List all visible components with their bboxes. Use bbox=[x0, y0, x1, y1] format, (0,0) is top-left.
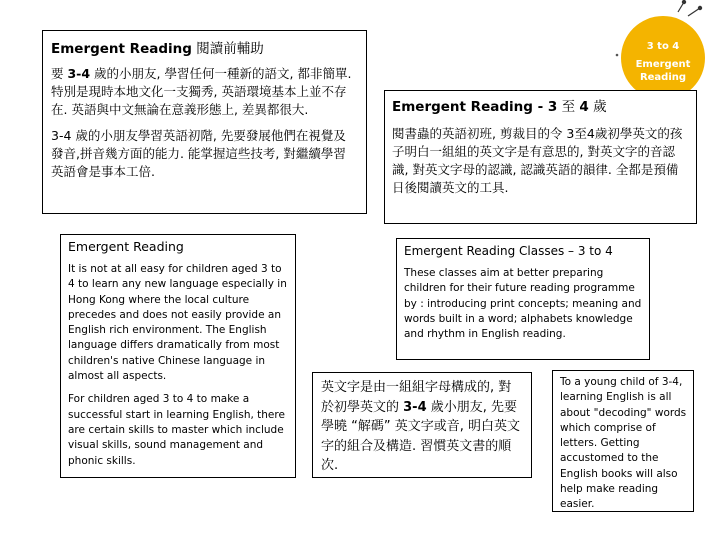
classes-english-title: Emergent Reading Classes – 3 to 4 bbox=[404, 244, 613, 258]
intro-english-box bbox=[60, 234, 296, 478]
intro-english-paragraph-1: It is not at all easy for children aged 3 to 4 to learn any new language especially in Hong Kong where the local culture precedes and does not easily provide an English rich environment. The English language differs dramatically from most children's native Chinese language in almost all aspects. bbox=[68, 263, 287, 383]
decoding-post: 歲小朋友, 先要學曉 “解碼” 英文字或音, 明白英文字的組合及構造. 習慣英文書的順次. bbox=[321, 399, 520, 473]
decoding-bold: 3-4 bbox=[403, 399, 427, 415]
intro-chinese-box bbox=[42, 30, 367, 214]
intro-p1-bold: 3-4 bbox=[67, 66, 91, 81]
intro-english-paragraph-2: For children aged 3 to 4 to make a successful start in learning English, there are certain skills to master which include visual skills, sound management and phonic skills. bbox=[68, 393, 285, 467]
intro-p1-pre: 要 bbox=[51, 66, 68, 81]
classes-chinese-title-num: 4 bbox=[579, 99, 589, 115]
classes-chinese-title-zh: 至 bbox=[561, 99, 576, 115]
intro-chinese-title-en: Emergent Reading bbox=[51, 41, 192, 57]
badge-age-text: 3 to 4 bbox=[646, 41, 680, 52]
classes-chinese-title-en: Emergent Reading - 3 bbox=[392, 99, 558, 115]
decoding-chinese-body bbox=[321, 378, 523, 476]
classes-english-box bbox=[396, 238, 650, 360]
badge-line3-text: Reading bbox=[639, 72, 687, 83]
intro-p1-post: 歲的小朋友, 學習任何一種新的語文, 都非簡單. 特別是現時本地文化一支獨秀, 英語環境基本上並不存在. 英語與中文無論在意義形態上, 差異都很大. bbox=[51, 66, 352, 117]
decoding-english-box bbox=[552, 370, 694, 512]
intro-chinese-title-zh: 閱讀前輔助 bbox=[196, 41, 264, 57]
decoding-english-body: To a young child of 3-4, learning English is all about "decoding" words which comprise of letters. Getting accustomed to the English books will also help make reading easier. bbox=[560, 376, 687, 511]
decoding-pre: 英文字是由一組組字母構成的, 對於初學英文的 bbox=[321, 380, 512, 415]
classes-english-body: These classes aim at better preparing children for their future reading programme by : introducing print concepts; meaning and words built in a word; alphabets knowledge and rhythm in English reading. bbox=[404, 267, 642, 341]
decoding-chinese-box bbox=[312, 372, 532, 478]
intro-chinese-title bbox=[51, 37, 358, 57]
classes-chinese-body: 閱書蟲的英語初班, 剪裁目的令 3至4歲初學英文的孩子明白一組組的英文字是有意思的, 對英文字的音認識, 對英文字母的認識, 認識英語的韻律. 全都是預備日後閱讀英文的工具. bbox=[392, 126, 683, 195]
intro-english-title: Emergent Reading bbox=[68, 239, 184, 254]
classes-chinese-title-zh2: 歲 bbox=[593, 99, 607, 115]
classes-chinese-box bbox=[384, 90, 697, 224]
intro-chinese-paragraph-2: 3-4 歲的小朋友學習英語初階, 先要發展他們在視覺及發音,拼音幾方面的能力. 能掌握這些技考, 對繼續學習英語會是事本工倍. bbox=[51, 128, 346, 179]
badge-line2-text: Emergent bbox=[635, 59, 691, 70]
intro-chinese-paragraph-1 bbox=[51, 65, 358, 119]
classes-chinese-title bbox=[392, 95, 689, 115]
